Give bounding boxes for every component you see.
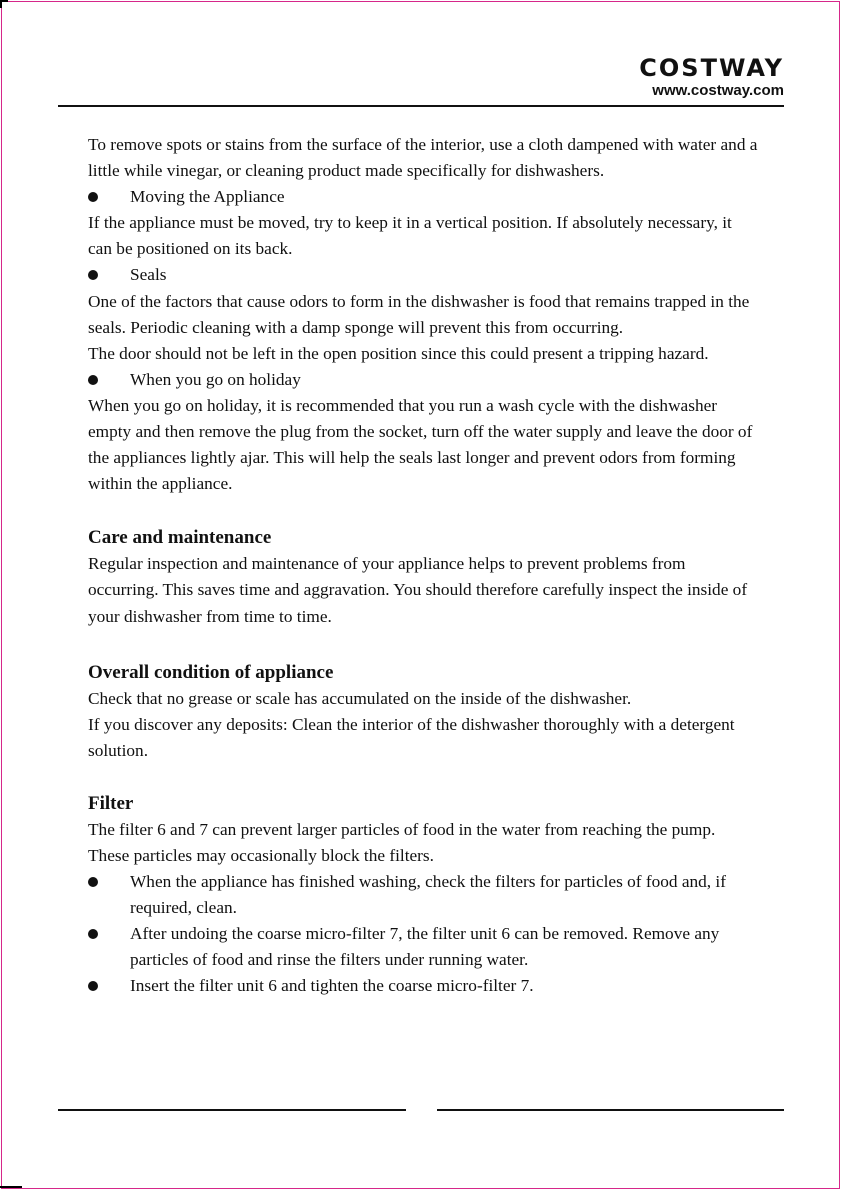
header-rule	[58, 105, 784, 107]
filter-bullet-1-text: When the appliance has finished washing, check the filters for particles of food and, if required, clean.	[130, 872, 726, 918]
filter-bullet-2-text: After undoing the coarse micro-filter 7, the filter unit 6 can be removed. Remove any particles of food and rinse the filters under running water.	[130, 924, 720, 970]
bullet-dot-icon	[88, 270, 98, 280]
brand-block	[639, 56, 784, 100]
care-paragraph: Regular inspection and maintenance of your appliance helps to prevent problems from occurring. This saves time and aggravation. You should therefore carefully inspect the inside of your dishwasher from time to time.	[88, 554, 748, 626]
holiday-paragraph: When you go on holiday, it is recommended that you run a wash cycle with the dishwasher empty and then remove the plug from the socket, turn off the water supply and leave the door of the appliances lightly ajar. This will help the seals last longer and prevent odors from forming within the appliance.	[88, 395, 753, 494]
bullet-dot-icon	[88, 877, 98, 887]
bullet-seals	[88, 262, 758, 288]
bullet-dot-icon	[88, 192, 98, 202]
footer-rule-left	[58, 1109, 406, 1111]
brand-url: www.costway.com	[652, 82, 784, 99]
stain-removal-paragraph: To remove spots or stains from the surface of the interior, use a cloth dampened with water and a little while vinegar, or cleaning product made specifically for dishwashers.	[88, 135, 758, 181]
bullet-moving	[88, 184, 758, 210]
brand-logo: COSTWAY	[639, 54, 784, 82]
care-heading: Care and maintenance	[88, 527, 272, 549]
filter-bullet-3	[88, 973, 758, 999]
condition-paragraph-1: Check that no grease or scale has accumulated on the inside of the dishwasher.	[88, 688, 632, 708]
bullet-moving-label: Moving the Appliance	[130, 187, 285, 207]
bullet-dot-icon	[88, 981, 98, 991]
crop-mark-top-left	[0, 0, 8, 8]
filter-paragraph: The filter 6 and 7 can prevent larger particles of food in the water from reaching the pump. These particles may occasionally block the filters.	[88, 819, 716, 865]
bullet-dot-icon	[88, 375, 98, 385]
footer-rule-right	[437, 1109, 784, 1111]
condition-heading: Overall condition of appliance	[88, 661, 334, 683]
bullet-holiday	[88, 367, 758, 393]
bullet-seals-label: Seals	[130, 265, 167, 285]
door-paragraph: The door should not be left in the open position since this could present a tripping hazard.	[88, 343, 709, 363]
manual-content	[88, 132, 758, 1000]
seals-paragraph: One of the factors that cause odors to form in the dishwasher is food that remains trapped in the seals. Periodic cleaning with a damp sponge will prevent this from occurring.	[88, 291, 750, 337]
bullet-holiday-label: When you go on holiday	[130, 369, 301, 389]
filter-heading: Filter	[88, 792, 134, 814]
filter-bullet-3-text: Insert the filter unit 6 and tighten the coarse micro-filter 7.	[130, 976, 534, 996]
crop-mark-bottom-left	[0, 1186, 22, 1192]
bullet-dot-icon	[88, 929, 98, 939]
filter-bullet-2	[88, 921, 758, 973]
filter-bullet-1	[88, 869, 758, 921]
moving-paragraph: If the appliance must be moved, try to keep it in a vertical position. If absolutely necessary, it can be positioned on its back.	[88, 213, 732, 259]
condition-paragraph-2: If you discover any deposits: Clean the interior of the dishwasher thoroughly with a detergent solution.	[88, 714, 735, 760]
